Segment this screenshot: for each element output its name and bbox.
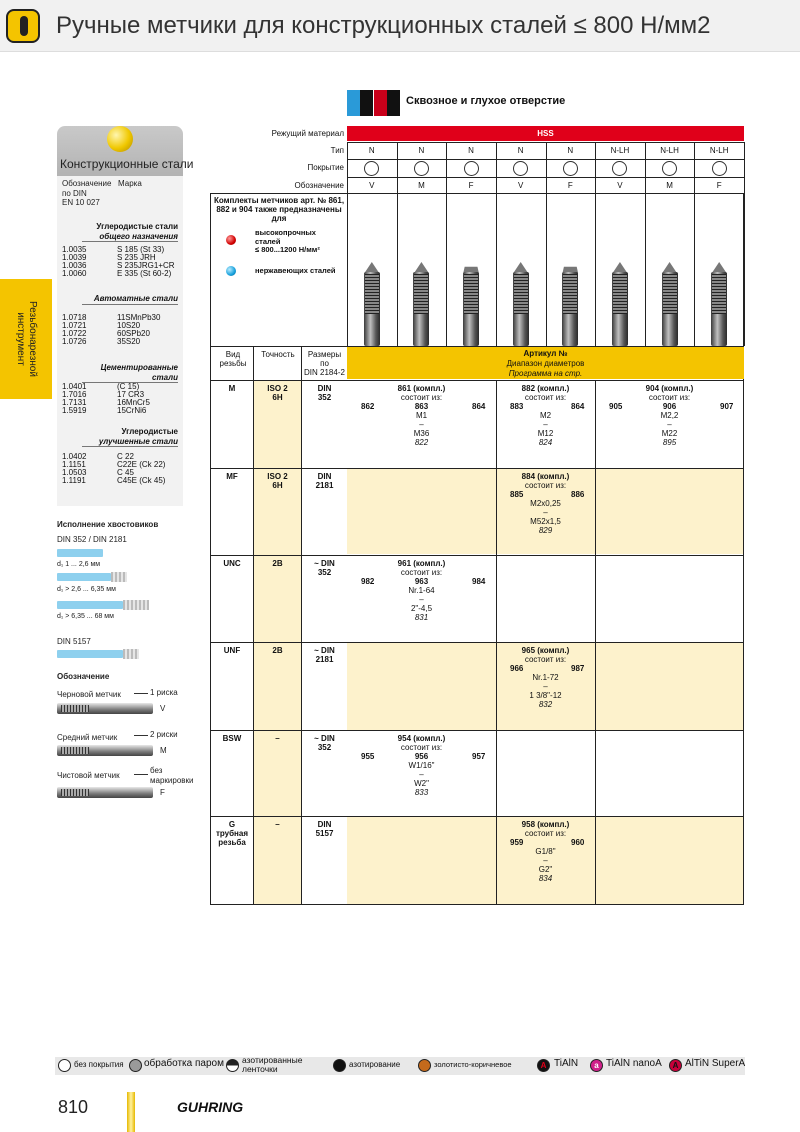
legend-tialn-nano: TiAlN nanoA: [606, 1058, 662, 1069]
col-header-accuracy: Точность: [261, 350, 295, 359]
article-left: 959: [510, 838, 524, 847]
blue-ball-icon: [226, 266, 236, 276]
marking-finish-mark: без маркировки: [150, 766, 194, 785]
group-title-1: Углеродистые стали общего назначения: [62, 222, 178, 242]
tap-tool-icon: [511, 262, 531, 346]
kits-note: Комплекты метчиков арт. № 861, 882 и 904 также предназначены для: [213, 196, 345, 223]
marker-line: [134, 774, 148, 775]
group-rows-2: 1.0718 11SMnPb30 1.0721 10S20 1.0722 60SPb20 1.0726 35S20: [62, 313, 161, 346]
thread-kind: BSW: [222, 734, 242, 743]
red-ball-icon: [226, 235, 236, 245]
marking-m: M: [160, 746, 167, 755]
marker-line: [134, 735, 148, 736]
type-cell: N-LH: [610, 146, 630, 155]
grid-line: [210, 380, 744, 381]
tap-tool-icon: [362, 262, 382, 346]
type-cell: N: [418, 146, 425, 155]
grid-line: [744, 142, 745, 346]
accuracy-cell: –: [275, 820, 280, 829]
din-cell: ~ DIN 352: [314, 734, 335, 752]
article-block: 965 (компл.) состоит из: Nr.1-72 – 1 3/8"-12 832: [521, 646, 570, 709]
shank-din-1: DIN 352 / DIN 2181: [57, 535, 127, 544]
section-heading: Сквозное и глухое отверстие: [406, 95, 566, 107]
grid-line: [595, 142, 596, 346]
din-cell: DIN 352: [317, 384, 332, 402]
uncoated-icon: [58, 1059, 71, 1072]
thread-icon: [123, 649, 139, 659]
thread-kind: G трубная резьба: [215, 820, 249, 847]
accuracy-cell: ISO 2 6H: [267, 384, 288, 402]
diameter-range-label: Диапазон диаметров: [506, 359, 585, 368]
type-cell: N: [468, 146, 474, 155]
page-number: 810: [58, 1097, 89, 1117]
grid-line: [595, 380, 596, 904]
brand-logo-icon: [6, 9, 40, 43]
grid-line: [210, 346, 744, 347]
designation-cell: V: [369, 181, 375, 190]
thread-icon: [111, 572, 127, 582]
article-right: 984: [472, 577, 486, 586]
tap-rough-icon: [57, 703, 153, 714]
stainless-note: нержавеющих сталей: [255, 266, 336, 275]
article-block: 884 (компл.) состоит из: M2x0,25 – M52x1,5 829: [521, 472, 570, 535]
marking-rough: Черновой метчик: [57, 690, 121, 699]
shank-din-2: DIN 5157: [57, 637, 91, 646]
marking-finish: Чистовой метчик: [57, 771, 120, 780]
steam-icon: [129, 1059, 142, 1072]
gold-brown-icon: [418, 1059, 431, 1072]
article-block: 954 (компл.) состоит из: 956 W1/16" – W2" 833: [397, 734, 446, 797]
page-header: [0, 0, 800, 52]
thread-kind: UNC: [223, 559, 241, 568]
article-right: 987: [571, 664, 585, 673]
article-right: 960: [571, 838, 585, 847]
accuracy-cell: 2B: [272, 646, 283, 655]
shank-bar-3: [57, 601, 123, 609]
legend-tialn: TiAlN: [554, 1058, 579, 1069]
article-right: 907: [720, 402, 734, 411]
program-page-label: Программа на стр.: [508, 369, 583, 378]
article-left: 862: [361, 402, 375, 411]
side-tab-label: Резьбонарезной инструмент: [15, 301, 38, 377]
material-label: Конструкционные стали: [60, 157, 194, 171]
legend-nitrided-lands: азотированные ленточки: [242, 1055, 303, 1074]
col-header-thread: Вид резьбы: [219, 350, 247, 368]
tialn-icon: A: [537, 1059, 550, 1072]
shank-bar-1: [57, 549, 103, 557]
article-block: 904 (компл.) состоит из: 906 M2,2 – M22 895: [645, 384, 694, 447]
grid-line: [210, 642, 744, 643]
article-block: 861 (компл.) состоит из: 863 M1 – M36 822: [397, 384, 446, 447]
type-cell: N: [517, 146, 524, 155]
article-left: 982: [361, 577, 375, 586]
shank-bar-4: [57, 650, 123, 658]
tap-medium-icon: [57, 745, 153, 756]
grid-line: [210, 468, 744, 469]
uncoated-icon: [414, 161, 429, 176]
page-title: Ручные метчики для конструкционных сталей ≤ 800 Н/мм2: [56, 12, 711, 39]
article-right: 886: [571, 490, 585, 499]
yellow-ball-icon: [107, 126, 133, 152]
legend-steam: обработка паром: [144, 1058, 224, 1069]
group-rows-1: 1.0035 S 185 (St 33) 1.0039 S 235 JRH 1.0036 S 235JRG1+CR 1.0060 E 335 (St 60-2): [62, 245, 175, 278]
designation-cell: F: [567, 181, 573, 190]
row-label-material: Режущий материал: [271, 129, 344, 138]
type-cell: N: [567, 146, 574, 155]
designation-cell: M: [666, 181, 673, 190]
shank-bar-2: [57, 573, 111, 581]
uncoated-icon: [662, 161, 677, 176]
designation-cell: M: [418, 181, 425, 190]
article-left: 905: [609, 402, 623, 411]
grid-line: [645, 142, 646, 346]
nitrided-lands-icon: [226, 1059, 239, 1072]
altin-icon: A: [669, 1059, 682, 1072]
article-right: 864: [472, 402, 486, 411]
legend-nitrided: азотирование: [349, 1060, 401, 1069]
shank-d1: d₁ 1 ... 2,6 мм: [57, 561, 101, 568]
group-rows-4: 1.0402 C 22 1.1151 C22E (Ck 22) 1.0503 C 45 1.1191 C45E (Ck 45): [62, 452, 166, 485]
thread-kind: M: [228, 384, 236, 393]
thread-kind: UNF: [223, 646, 241, 655]
marking-medium: Средний метчик: [57, 733, 118, 742]
row-label-type: Тип: [330, 146, 344, 155]
shank-d3: d₁ > 6,35 ... 68 мм: [57, 613, 114, 620]
type-cell: N: [368, 146, 375, 155]
thread-icon: [123, 600, 149, 610]
grid-line: [694, 142, 695, 346]
material-bar: HSS: [347, 126, 744, 141]
designation-cell: F: [716, 181, 722, 190]
tap-tool-icon: [610, 262, 630, 346]
material-panel-header: [57, 126, 194, 176]
group-title-4: Углеродистые улучшенные стали: [62, 427, 178, 447]
article-right: 864: [571, 402, 585, 411]
article-left: 955: [361, 752, 375, 761]
designation-cell: V: [617, 181, 623, 190]
group-rows-3: 1.0401 (C 15) 1.7016 17 CR3 1.7131 16MnCr5 1.5919 15CrNi6: [62, 382, 150, 415]
legend-altin: AlTiN SuperA: [685, 1058, 746, 1069]
row-label-designation: Обозначение: [294, 181, 344, 190]
din-cell: ~ DIN 2181: [314, 646, 335, 664]
din-cell: ~ DIN 352: [314, 559, 335, 577]
tap-tool-icon: [461, 262, 481, 346]
tap-tool-icon: [660, 262, 680, 346]
grid-line: [546, 142, 547, 346]
type-cell: N-LH: [709, 146, 729, 155]
tap-tool-icon: [560, 262, 580, 346]
uncoated-icon: [513, 161, 528, 176]
article-left: 885: [510, 490, 524, 499]
designation-header: Обозначение по DIN EN 10 027: [62, 179, 112, 207]
legend-uncoated: без покрытия: [74, 1060, 124, 1069]
designation-cell: F: [468, 181, 474, 190]
grid-line: [496, 142, 497, 346]
marking-f: F: [160, 788, 165, 797]
grid-line: [347, 142, 348, 346]
article-block: 961 (компл.) состоит из: 963 Nr.1-64 – 2"-4,5 831: [397, 559, 446, 622]
uncoated-icon: [464, 161, 479, 176]
uncoated-icon: [364, 161, 379, 176]
designation-cell: V: [518, 181, 524, 190]
shank-d2: d₁ > 2,6 ... 6,35 мм: [57, 586, 116, 593]
uncoated-icon: [612, 161, 627, 176]
thread-kind: MF: [226, 472, 238, 481]
marking-v: V: [160, 704, 166, 713]
marking-title: Обозначение: [57, 672, 110, 681]
side-tab: [0, 279, 52, 399]
accuracy-cell: –: [275, 734, 280, 743]
high-strength-note: высокопрочных сталей ≤ 800...1200 Н/мм²: [255, 228, 320, 254]
marker-line: [134, 693, 148, 694]
grid-line: [210, 730, 744, 731]
nitrided-icon: [333, 1059, 346, 1072]
mark-header: Марка: [118, 179, 142, 188]
grid-line: [210, 555, 744, 556]
marking-rough-mark: 1 риска: [150, 688, 178, 697]
accuracy-cell: 2B: [272, 559, 283, 568]
tap-tool-icon: [411, 262, 431, 346]
tap-finish-icon: [57, 787, 153, 798]
col-header-size: Размеры по DIN 2184-2: [304, 350, 345, 377]
legend-gold-brown: золотисто-коричневое: [434, 1060, 512, 1069]
tap-tool-icon: [709, 262, 729, 346]
article-block: 882 (компл.) состоит из: M2 – M12 824: [521, 384, 570, 447]
shank-title: Исполнение хвостовиков: [57, 520, 159, 529]
din-cell: DIN 5157: [315, 820, 334, 838]
article-block: 958 (компл.) состоит из: G1/8" – G2" 834: [521, 820, 570, 883]
article-label: Артикул №: [523, 349, 568, 358]
article-left: 966: [510, 664, 524, 673]
grid-line: [210, 816, 744, 817]
article-right: 957: [472, 752, 486, 761]
grid-line: [446, 142, 447, 346]
marking-medium-mark: 2 риски: [150, 730, 178, 739]
accuracy-cell: ISO 2 6H: [267, 472, 288, 490]
hole-type-icon: [347, 90, 401, 116]
group-title-2: Автоматные стали: [62, 294, 178, 305]
group-title-3: Цементированные стали: [62, 363, 178, 383]
grid-line: [397, 142, 398, 346]
din-cell: DIN 2181: [315, 472, 334, 490]
row-label-coating: Покрытие: [307, 163, 344, 172]
tialn-nano-icon: a: [590, 1059, 603, 1072]
footer-accent-bar: [127, 1092, 135, 1132]
type-cell: N-LH: [660, 146, 679, 155]
brand-logo-text: GUHRING: [177, 1099, 244, 1115]
article-left: 883: [510, 402, 524, 411]
uncoated-icon: [563, 161, 578, 176]
uncoated-icon: [712, 161, 727, 176]
